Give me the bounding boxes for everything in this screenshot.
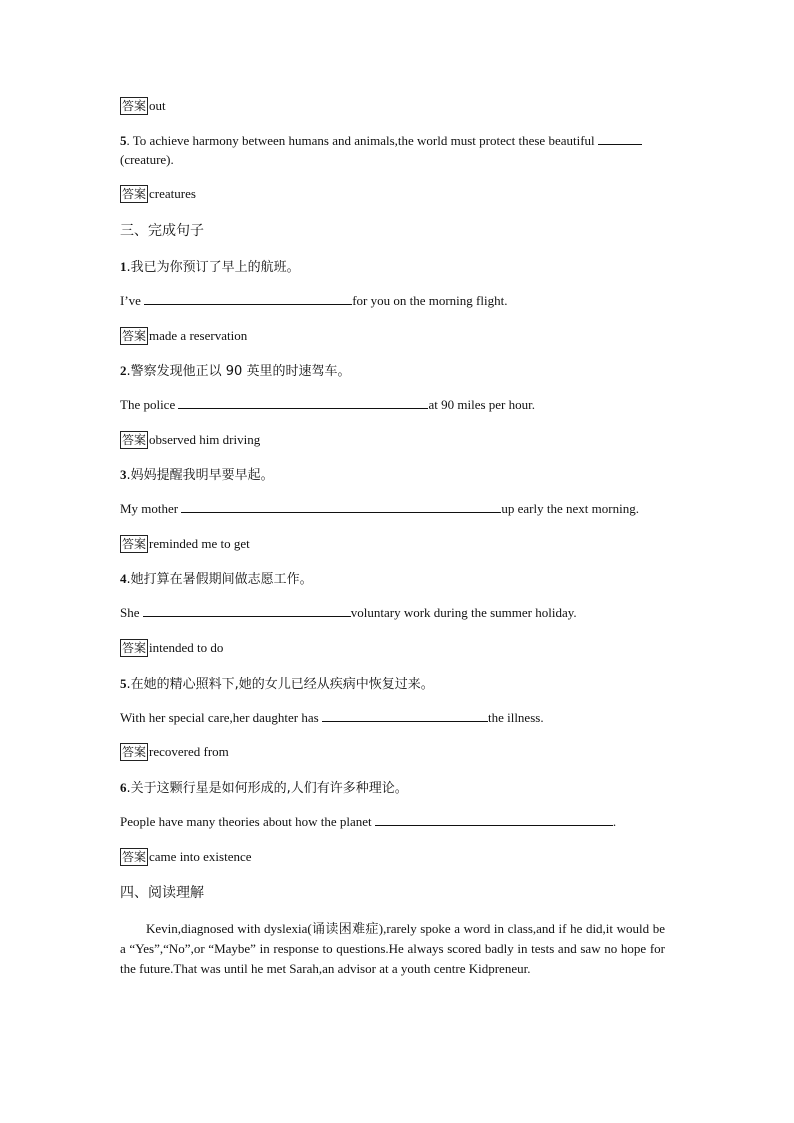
question-prompt: .妈妈提醒我明早要早起。 <box>126 468 274 483</box>
sentence-end: for you on the morning flight. <box>352 293 508 308</box>
answer-text: intended to do <box>149 640 224 655</box>
question-number: 5 <box>120 676 127 691</box>
question-hint: (creature). <box>120 152 174 167</box>
answer-blank[interactable] <box>375 813 613 826</box>
answer-text: observed him driving <box>149 432 261 447</box>
answer-blank[interactable] <box>598 132 642 145</box>
answer-row <box>120 97 166 115</box>
question-prompt: .警察发现他正以 90 英里的时速驾车。 <box>126 364 351 379</box>
question-2-english <box>120 396 535 414</box>
answer-blank[interactable] <box>144 292 352 305</box>
answer-label: 答案 <box>122 99 147 113</box>
sentence-end: at 90 miles per hour. <box>428 397 535 412</box>
answer-label: 答案 <box>122 187 147 201</box>
question-number: 6 <box>120 780 127 795</box>
question-prompt: .她打算在暑假期间做志愿工作。 <box>126 572 313 587</box>
answer-row <box>120 185 196 203</box>
question-2-chinese <box>120 362 350 381</box>
sentence-end: . <box>612 814 617 829</box>
answer-row <box>120 639 223 657</box>
question-5-line-1 <box>120 132 642 150</box>
question-5-chinese <box>120 675 434 694</box>
answer-text: creatures <box>149 186 196 201</box>
answer-label: 答案 <box>122 329 147 343</box>
answer-text: out <box>149 98 166 113</box>
answer-row <box>120 431 260 449</box>
answer-text: made a reservation <box>149 328 248 343</box>
question-3-chinese <box>120 466 274 485</box>
answer-text: recovered from <box>149 744 229 759</box>
answer-blank[interactable] <box>181 500 501 513</box>
sentence-start: My mother <box>120 501 179 516</box>
answer-row <box>120 848 252 866</box>
section-title: 四、阅读理解 <box>120 885 204 901</box>
answer-label: 答案 <box>122 850 147 864</box>
answer-blank[interactable] <box>178 396 428 409</box>
question-5-line-2 <box>120 151 174 169</box>
answer-blank[interactable] <box>322 709 488 722</box>
question-5-english <box>120 709 544 727</box>
answer-row <box>120 327 247 345</box>
question-prompt: .关于这颗行星是如何形成的,人们有许多种理论。 <box>126 781 408 796</box>
sentence-start: With her special care,her daughter has <box>120 710 319 725</box>
answer-row <box>120 743 229 761</box>
reading-passage: Kevin,diagnosed with dyslexia(诵读困难症),rarely spoke a word in class,and if he did,it would be a “Yes”,“No”,or “Maybe” in response to questions.He always scored badly in tests and saw no hope for the future.That was until he met Sarah,an advisor at a youth centre Kidpreneur. <box>120 921 665 976</box>
question-number: 1 <box>120 259 127 274</box>
question-6-chinese <box>120 779 408 798</box>
sentence-end: voluntary work during the summer holiday. <box>350 605 577 620</box>
answer-label: 答案 <box>122 745 147 759</box>
answer-label: 答案 <box>122 641 147 655</box>
sentence-end: up early the next morning. <box>501 501 639 516</box>
question-text: . To achieve harmony between humans and animals,the world must protect these beautiful <box>126 133 595 148</box>
question-number: 3 <box>120 467 127 482</box>
question-prompt: .我已为你预订了早上的航班。 <box>126 260 300 275</box>
question-4-english <box>120 604 577 622</box>
question-1-english <box>120 292 507 310</box>
sentence-start: She <box>120 605 140 620</box>
question-prompt: .在她的精心照料下,她的女儿已经从疾病中恢复过来。 <box>126 677 434 692</box>
question-4-chinese <box>120 570 313 589</box>
sentence-start: The police <box>120 397 176 412</box>
question-number: 5 <box>120 133 127 148</box>
question-number: 4 <box>120 571 127 586</box>
question-1-chinese <box>120 258 300 277</box>
question-6-english <box>120 813 616 831</box>
sentence-start: I’ve <box>120 293 141 308</box>
answer-label: 答案 <box>122 537 147 551</box>
section-title: 三、完成句子 <box>120 223 204 239</box>
question-number: 2 <box>120 363 127 378</box>
answer-blank[interactable] <box>143 604 351 617</box>
answer-text: came into existence <box>149 849 252 864</box>
answer-text: reminded me to get <box>149 536 250 551</box>
question-3-english <box>120 500 639 518</box>
sentence-start: People have many theories about how the planet <box>120 814 372 829</box>
answer-row <box>120 535 250 553</box>
answer-label: 答案 <box>122 433 147 447</box>
sentence-end: the illness. <box>487 710 544 725</box>
